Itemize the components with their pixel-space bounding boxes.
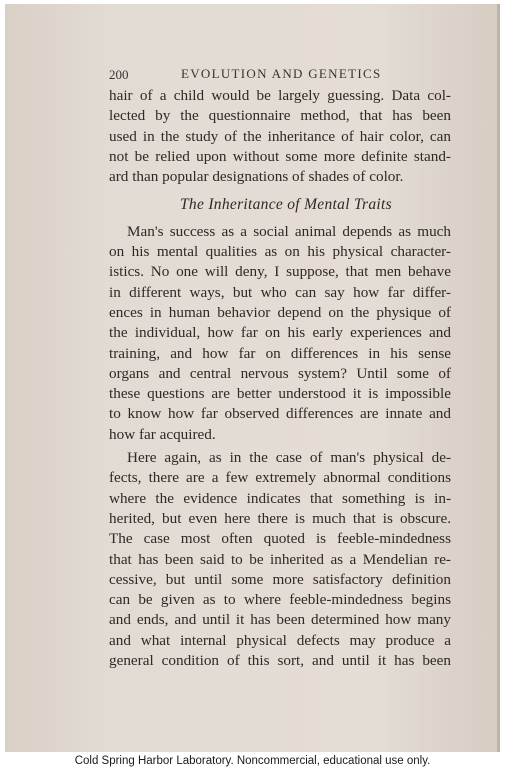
paragraph-3 — [109, 448, 451, 671]
text-line: training, and how far on differences in his sense — [109, 344, 451, 362]
text-line: can be given as to where feeble-mindedness begins — [109, 591, 451, 609]
text-line: ences in human behavior depend on the physique of — [109, 303, 451, 321]
running-head: EVOLUTION AND GENETICS — [181, 66, 382, 81]
paragraph-2 — [109, 222, 451, 445]
text-line: used in the study of the inheritance of hair color, can — [109, 127, 451, 145]
text-line: general condition of this sort, and until it has been — [109, 652, 451, 670]
section-title: The Inheritance of Mental Traits — [180, 196, 392, 214]
text-line: how far acquired. — [109, 425, 216, 443]
text-line: cessive, but until some more satisfactory definition — [109, 570, 451, 588]
text-line: Here again, as in the case of man's physical de- — [127, 449, 451, 467]
body-text — [109, 86, 451, 671]
book-page — [5, 4, 500, 752]
text-line: and ends, and until it has been determined how many — [109, 611, 451, 629]
text-line: ard than popular designations of shades of color. — [109, 168, 404, 186]
text-line: not be relied upon without some more definite stand- — [109, 147, 451, 165]
text-line: organs and central nervous system? Until some of — [109, 364, 451, 382]
text-line: on his mental qualities as on his physical character- — [109, 243, 451, 261]
text-line: these questions are better understood it is impossible — [109, 385, 451, 403]
text-line: hair of a child would be largely guessing. Data col- — [109, 87, 451, 104]
text-line: and what internal physical defects may produce a — [109, 631, 451, 649]
page-number: 200 — [109, 67, 129, 82]
paragraph-1 — [109, 86, 451, 187]
text-line: to know how far observed differences are innate and — [109, 405, 451, 423]
text-line: lected by the questionnaire method, that has been — [109, 107, 451, 125]
text-line: The case most often quoted is feeble-mindedness — [109, 530, 451, 548]
text-line: where the evidence indicates that something is in- — [109, 489, 451, 507]
text-line: in different ways, but who can say how far differ- — [109, 283, 451, 301]
text-line: herited, but even here there is much that is obscure. — [109, 509, 451, 527]
text-line: istics. No one will deny, I suppose, that men behave — [109, 263, 451, 281]
text-line: Man's success as a social animal depends as much — [127, 222, 451, 240]
footer-credit: Cold Spring Harbor Laboratory. Noncommercial, educational use only. — [74, 755, 431, 767]
text-line: that has been said to be inherited as a Mendelian re- — [109, 550, 451, 568]
text-line: the individual, how far on his early experiences and — [109, 324, 451, 342]
text-line: fects, there are a few extremely abnormal conditions — [109, 469, 451, 487]
page-header — [109, 66, 449, 82]
